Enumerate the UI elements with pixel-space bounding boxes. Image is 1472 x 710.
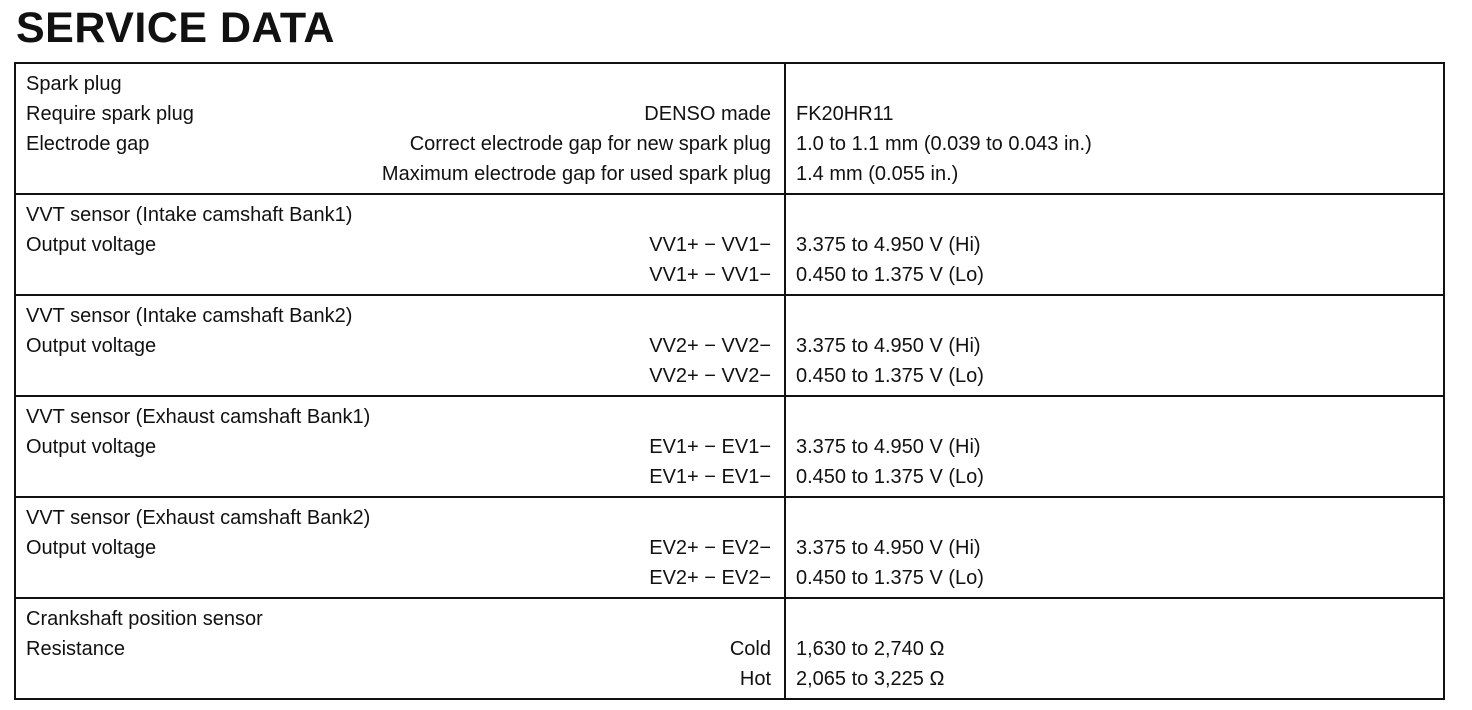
spec-row (26, 159, 771, 189)
spec-value: 3.375 to 4.950 V (Hi) (796, 234, 981, 256)
spec-condition: EV2+ − EV2− (649, 537, 771, 559)
spec-row (26, 260, 771, 290)
spec-value: 0.450 to 1.375 V (Lo) (796, 264, 984, 286)
service-data-table (14, 62, 1445, 700)
section-vvt-intake-bank1 (16, 193, 1443, 294)
spec-condition: DENSO made (644, 103, 771, 125)
spec-condition: Cold (729, 638, 771, 660)
spec-value: 1.4 mm (0.055 in.) (796, 163, 959, 185)
spec-value: 3.375 to 4.950 V (Hi) (796, 436, 981, 458)
spec-condition: EV1+ − EV1− (649, 436, 771, 458)
section-vvt-exhaust-bank2 (16, 496, 1443, 597)
spec-value: 0.450 to 1.375 V (Lo) (796, 466, 984, 488)
section-spark-plug (16, 64, 1443, 193)
spec-value: 3.375 to 4.950 V (Hi) (796, 537, 981, 559)
section-crankshaft-sensor (16, 597, 1443, 698)
spec-condition: EV2+ − EV2− (649, 567, 771, 589)
spec-row (26, 634, 771, 664)
spec-row (26, 361, 771, 391)
spec-condition: Correct electrode gap for new spark plug (409, 133, 771, 155)
spec-condition: VV1+ − VV1− (649, 234, 771, 256)
spec-condition: VV1+ − VV1− (649, 264, 771, 286)
spec-condition: EV1+ − EV1− (649, 466, 771, 488)
spec-value: 3.375 to 4.950 V (Hi) (796, 335, 981, 357)
spec-value: 2,065 to 3,225 Ω (796, 668, 945, 690)
section-header: VVT sensor (Exhaust camshaft Bank2) (26, 507, 371, 529)
page-title: SERVICE DATA (16, 4, 335, 52)
section-header: Spark plug (26, 73, 122, 95)
spec-label: Output voltage (26, 436, 157, 458)
section-vvt-exhaust-bank1 (16, 395, 1443, 496)
spec-value: FK20HR11 (796, 103, 894, 125)
spec-value: 1,630 to 2,740 Ω (796, 638, 945, 660)
spec-value: 0.450 to 1.375 V (Lo) (796, 567, 984, 589)
section-vvt-intake-bank2 (16, 294, 1443, 395)
spec-value: 0.450 to 1.375 V (Lo) (796, 365, 984, 387)
spec-label: Electrode gap (26, 133, 150, 155)
spec-label: Require spark plug (26, 103, 194, 125)
spec-row (26, 664, 771, 694)
spec-row (26, 331, 771, 361)
spec-row (26, 99, 771, 129)
spec-condition: VV2+ − VV2− (649, 365, 771, 387)
spec-condition: VV2+ − VV2− (649, 335, 771, 357)
section-header: VVT sensor (Exhaust camshaft Bank1) (26, 406, 371, 428)
spec-label: Resistance (26, 638, 125, 660)
section-header: VVT sensor (Intake camshaft Bank1) (26, 204, 353, 226)
spec-row (26, 432, 771, 462)
spec-row (26, 230, 771, 260)
section-header: VVT sensor (Intake camshaft Bank2) (26, 305, 353, 327)
spec-value: 1.0 to 1.1 mm (0.039 to 0.043 in.) (796, 133, 1092, 155)
spec-row (26, 563, 771, 593)
section-header: Crankshaft position sensor (26, 608, 263, 630)
spec-label: Output voltage (26, 335, 157, 357)
spec-label: Output voltage (26, 537, 157, 559)
spec-row (26, 129, 771, 159)
spec-row (26, 462, 771, 492)
spec-label: Output voltage (26, 234, 157, 256)
spec-condition: Hot (739, 668, 771, 690)
spec-row (26, 533, 771, 563)
spec-condition: Maximum electrode gap for used spark plug (381, 163, 771, 185)
